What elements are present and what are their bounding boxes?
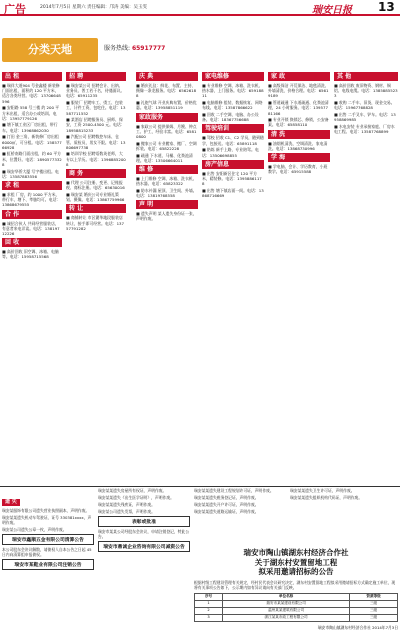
classified-ad: ■ 某酒店 招聘服务员、厨师、保安，工资 2500-4500 元。电话：18958815233 xyxy=(66,117,125,133)
classified-ad: ■ 高价回收 废旧物资、钢材、铜铝、电线电缆。电话：13858855233 xyxy=(334,83,398,99)
lower-column-1 xyxy=(2,488,94,634)
classified-ad: ■ 虹桥南路门面出租，约 60 平方米，位置好。电话：18905773328 xyxy=(2,151,62,167)
notice-paragraph: 瑞安某某遗失开户许可证，声明作废。 xyxy=(194,502,259,507)
classified-ad: ■ 学电脑、会计、学历教育，小班教学。电话：65915588 xyxy=(268,164,328,175)
classified-ad: ■ 回收 二手空调、电脑、办公设备。电话：18367756688 xyxy=(202,112,259,123)
table-cell: 温州某某建筑有限公司 xyxy=(223,607,350,614)
category-header: 出 租 xyxy=(2,72,62,81)
classified-column-5 xyxy=(268,70,330,485)
category-header: 回 收 xyxy=(2,238,62,247)
classified-ad: ■ 诚招合伙人 共同经营服装店，有意者来电详谈。电话：13819712226 xyxy=(2,220,60,236)
table-cell: 2 xyxy=(195,607,223,614)
page-number: 13 xyxy=(378,0,395,14)
classified-ad: ■ 防水补漏 屋顶、卫生间、外墙。电话：13819768558 xyxy=(136,187,197,199)
category-header: 家电维修 xyxy=(202,72,264,81)
classified-column-1 xyxy=(2,70,62,485)
table-cell: 三级 xyxy=(350,607,398,614)
notice-box-heading: 瑞安市某鞋业有限公司注销公告 xyxy=(2,559,94,570)
classified-ad: ■ 瑞安某公司 招聘会计、出纳、业务员、普工若干名，待遇面议。电话：65911235 xyxy=(66,83,125,99)
notice-paragraph: 瑞安某某遗失残疾证，声明作废。 xyxy=(98,502,155,507)
issue-meta: 2014年7月5日 星期六 责任编辑：邝涛 美编：吴玉雯 xyxy=(40,5,147,10)
tender-body: 根据村级工程建设管理有关规定，经村民代表会议研究决定，湖东村安置留地工程拟采用邀请招标方式确定施工单位，现将有关事项公告如下，公示期内如有异议请向有关部门反映。 xyxy=(194,579,396,590)
notice-paragraph: 瑞安某某遗失道路运输证，声明作废。 xyxy=(194,509,259,514)
notice-paragraph: 本公司股东会决议解散，请债权人自本公告之日起 45 日内向清算组申报债权。 xyxy=(2,547,92,557)
classified-ad: ■ 出售 塘下镇店面一间。电话：13868716669 xyxy=(202,187,264,199)
classified-ad: ■ 出售 安阳新区住宅 120 平方米，精装修。电话：13958861178 xyxy=(202,170,262,187)
notice-box-heading: 表彰或批准 xyxy=(98,516,190,527)
page-header xyxy=(0,0,400,16)
category-header: 声 明 xyxy=(136,200,198,209)
notice-paragraph: 瑞安某某遗失《出生医学证明》，声明作废。 xyxy=(98,495,174,500)
lower-column-2 xyxy=(98,488,190,634)
classified-ad: ■ 瑞祥大道904 号金鑫楼 新装修门面出租，面积约 120 平方米，适合各类经营。电话：13706648596 xyxy=(2,83,61,104)
notice-paragraph: 瑞安某某遗失卫生许可证，声明作废。 xyxy=(290,488,355,493)
notice-box-heading: 瑞安市鼎诚企业咨询有限公司减资公告 xyxy=(98,541,190,552)
classified-ad: ■ 家政公司 提供保姆、月嫂、钟点工、护工，经验丰富。电话：65810800 xyxy=(136,123,197,139)
classified-ad: ■ 专业维修 空调、冰箱、洗衣机、热水器，上门服务。电话：65918811 xyxy=(202,83,264,99)
table-cell: 浙江某某市政工程有限公司 xyxy=(223,614,350,621)
classified-ad: ■ 商铺转让 市区繁华地段服装店转让，接手即可经营。电话：13757791282 xyxy=(66,215,125,231)
table-row xyxy=(195,600,398,607)
notice-paragraph: 瑞安某某遗失建设工程规划许可证，声明作废。 xyxy=(194,488,274,493)
classified-ad: ■ 塘下镇工业区厂房出租，带行车。电话：13968862030 xyxy=(2,122,58,133)
notice-paragraph: 瑞安市某某公司经股东会决议，申请注销登记，特此公告。 xyxy=(98,529,190,539)
table-row xyxy=(195,607,398,614)
table-header-cell: 资质等级 xyxy=(350,593,398,600)
lost-notice-tag: 遗 失 xyxy=(2,499,20,506)
classified-ad: ■ 管道疏通 下水道疏通、化粪池清理，24 小时服务。电话：13957781166 xyxy=(268,100,329,116)
classified-ad: ■ 电脑维修 组装、数据恢复、网络布线。电话：13587866622 xyxy=(202,100,263,111)
classified-ad: ■ 求租 厂房，约 1000 平方米，带行车，塘下、莘塍均可。电话：13868679555 xyxy=(2,191,61,208)
newspaper-brand: 瑞安日报 xyxy=(312,5,352,16)
notice-paragraph: 瑞安某某遗失房屋所有权证，声明作废。 xyxy=(98,488,167,493)
classified-ad: ■ 瑞安华侨大厦 写字楼出租。电话：13587883556 xyxy=(2,168,59,179)
classified-ad: ■ 高价回收 旧空调、冰箱、电脑等。电话：15958715568 xyxy=(2,249,59,260)
category-header: 学 海 xyxy=(268,153,330,162)
category-header: 庆 典 xyxy=(136,72,198,81)
table-cell: 3 xyxy=(195,614,223,621)
classified-ad: ■ 搬家公司 专业搬家、搬厂、空调拆装。电话：65822228 xyxy=(136,140,197,151)
category-header: 商 务 xyxy=(66,169,126,178)
table-row xyxy=(195,614,398,621)
tender-table xyxy=(194,593,398,622)
hotline-label: 服务热线: xyxy=(104,45,131,52)
classified-ad: ■ 专业开锁 换锁芯、修锁，公安备案。电话：65858110 xyxy=(268,117,329,128)
table-header-row xyxy=(195,593,398,600)
classified-column-3 xyxy=(136,70,198,485)
category-header: 家政服务 xyxy=(136,113,198,122)
category-header: 其 他 xyxy=(334,72,398,81)
section-title: 广告 xyxy=(4,3,26,16)
notice-box-heading: 瑞安市鑫顺五金有限公司清算公告 xyxy=(2,534,94,545)
tender-footer: 瑞安市陶山镇湖东村经济合作社 2014年7月3日 xyxy=(317,624,398,630)
classified-column-4 xyxy=(202,70,264,485)
category-header: 维 修 xyxy=(136,165,198,174)
classified-ad: ■ 礼炮气球 开业庆典布置，价格优惠。电话：13958851119 xyxy=(136,100,197,111)
classified-ad: ■ 疏通 下水道、马桶、化粪池清理。电话：13506664011 xyxy=(136,152,193,163)
category-header: 合 作 xyxy=(2,210,62,219)
category-header: 清 洗 xyxy=(268,130,330,139)
classified-ad: ■ 出售 二手叉车、铲车。电话：13958869985 xyxy=(334,112,396,123)
classified-ad: ■ 驾校 招收 C1、C2 学员，随到随学，包接送。电话：65891118 xyxy=(202,135,264,146)
table-cell: 三级 xyxy=(350,600,398,607)
notice-paragraph: 瑞安某公司遗失公章一枚，声明作废。 xyxy=(2,527,67,532)
notice-paragraph: 瑞安某公司遗失发票，声明作废。 xyxy=(98,509,155,514)
notice-paragraph: 瑞安某某遗失税务登记证，声明作废。 xyxy=(194,495,259,500)
hotline-number: 65917777 xyxy=(131,45,166,52)
classified-ad: ■ 服装厂 招聘车工、烫工、包装工，计件工资，包吃住。电话：13587711552 xyxy=(66,100,126,116)
category-header: 转 让 xyxy=(66,204,126,213)
category-header: 房产信息 xyxy=(202,160,264,169)
notice-paragraph: 瑞安某服饰有限公司遗失营业执照副本，声明作废。 xyxy=(2,508,90,513)
classified-ad: ■ 安阳路 558 号三楼 约 200 平方米出租，适合办公或培训。电话：13957779126 xyxy=(2,105,60,121)
classified-ad: ■ 代理 公司注册、变更、记账报税、商标注册。电话：65630016 xyxy=(66,180,125,191)
classified-ad: ■ 陪练 新手上路，专业陪驾。电话：13506698855 xyxy=(202,147,259,158)
category-header: 招 聘 xyxy=(66,72,126,81)
hotline xyxy=(104,43,165,52)
classified-ad: ■ 收购 二手车、旧货，现金交易。电话：15967768828 xyxy=(334,100,395,111)
classified-column-2 xyxy=(66,70,126,485)
classified-ad: ■ 水电安装 专业承接家庭、厂房水电工程。电话：13587768899 xyxy=(334,123,395,135)
tender-notice xyxy=(194,548,398,634)
category-header: 家 政 xyxy=(268,72,330,81)
table-header-cell: 序号 xyxy=(195,593,223,600)
banner-title: 分类天地 xyxy=(28,43,72,56)
table-header-cell: 单位名称 xyxy=(223,593,350,600)
classified-ad: ■ 高级保洁 开荒保洁、地毯清洗、外墙清洗，价格合理。电话：65619189 xyxy=(268,83,329,99)
notice-paragraph: 瑞安某某遗失组织机构代码证，声明作废。 xyxy=(290,495,363,500)
classified-column-6 xyxy=(334,70,398,485)
classified-ad: ■ 遗失声明 某人遗失身份证一张，声明作废。 xyxy=(136,211,197,222)
table-cell: 瑞安市某某建设有限公司 xyxy=(223,600,350,607)
table-cell: 1 xyxy=(195,600,223,607)
classified-ad: ■ 上门维修 空调、冰箱、洗衣机、热水器。电话：65823322 xyxy=(136,175,197,187)
category-header: 驾驶培训 xyxy=(202,124,264,133)
classified-ad: ■ 油烟机清洗、空调清洗、家电清洗。电话：13868730996 xyxy=(268,140,328,151)
classified-ad: ■ 婚庆礼仪：鲜花、布置、主持、摄像一条龙服务。电话：65626188 xyxy=(136,83,197,99)
category-header: 求 租 xyxy=(2,181,62,190)
classified-ad: ■ 汽配公司 招聘数控车床、仓管、质检员，男女不限。电话：13806697738 xyxy=(66,134,126,150)
classified-ad: ■ 瑞安某 婚庆公司专业婚礼策划、摄像。电话：13867759966 xyxy=(66,191,125,203)
tender-title-line-1: 瑞安市陶山镇湖东村经济合作社 xyxy=(243,548,349,557)
tender-title-line-2: 关于湖东村安置留地工程 xyxy=(254,557,338,567)
classified-ad: ■ 培训学校 招聘语数英老师，大专以上学历。电话：13968852008 xyxy=(66,151,126,167)
classified-ad: ■ 汀田 金三角，新装修厂房出租 6000㎡，可分租。电话：15857766928 xyxy=(2,134,62,150)
tender-title-line-3: 拟采用邀请招标的公告 xyxy=(258,567,334,576)
table-cell: 三级 xyxy=(350,614,398,621)
section-divider xyxy=(0,486,400,487)
notice-paragraph: 瑞安某某遗失机动车驾驶证，证号 330381xxxx，声明作废。 xyxy=(2,515,92,525)
classified-banner xyxy=(2,38,98,62)
